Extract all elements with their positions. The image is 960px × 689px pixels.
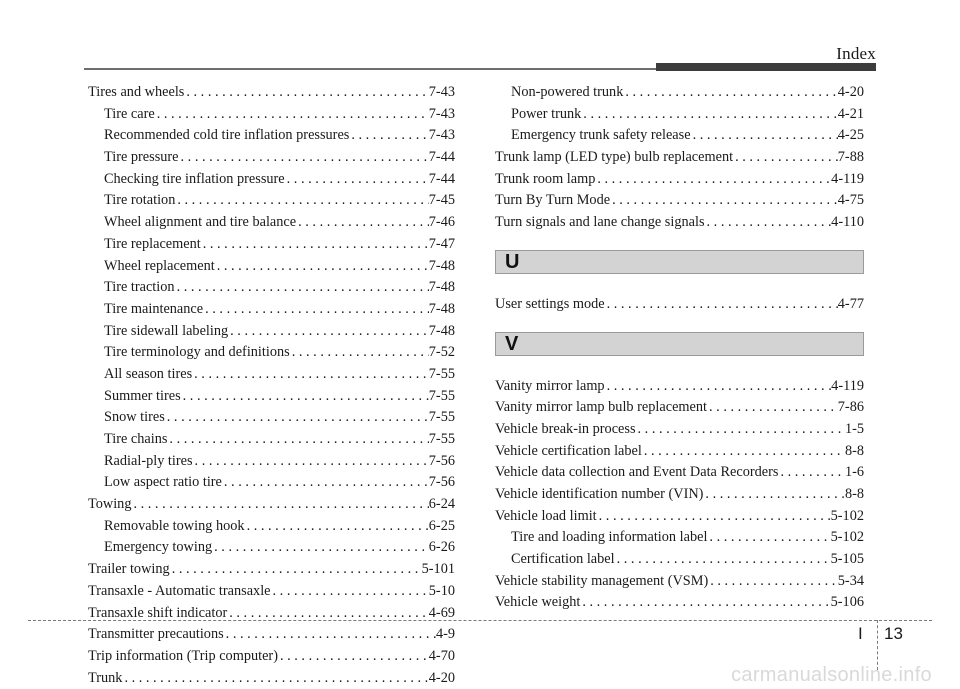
page-ref: 4-119 [831,377,864,394]
page-ref: 7-48 [428,257,455,274]
entry-text: Tire terminology and definitions [104,344,290,361]
page-ref: 5-101 [421,561,455,578]
page-ref: 8-8 [844,485,864,502]
entry-text: Trunk [88,669,123,686]
page-ref: 4-9 [435,626,455,643]
index-subentry [88,407,455,429]
index-subentry [88,104,455,126]
dot-leader [155,104,429,126]
dot-leader [733,147,838,169]
entry-text: Tire rotation [104,192,176,209]
header-accent-bar [656,63,876,71]
index-column-right [495,82,864,614]
page-ref: 8-8 [844,442,864,459]
dot-leader [222,472,429,494]
page-ref: 4-21 [837,105,864,122]
dot-leader [707,397,838,419]
dot-leader [349,125,428,147]
index-entry [495,294,864,316]
index-entry [495,397,864,419]
entry-text: Trailer towing [88,561,170,578]
page-ref: 7-55 [428,387,455,404]
entry-text: Tire maintenance [104,300,204,317]
index-group-t-continued [495,82,864,234]
footer-rule [28,620,932,621]
page-ref: 7-47 [428,235,455,252]
page-ref: 4-25 [837,127,864,144]
index-subentry [495,82,864,104]
page-ref: 6-26 [428,539,455,556]
entry-text: Vanity mirror lamp [495,377,605,394]
entry-text: Tire care [104,105,155,122]
entry-text: Tire traction [104,279,175,296]
page-ref: 7-43 [428,127,455,144]
index-subentry [88,147,455,169]
dot-leader [705,212,832,234]
dot-leader [228,321,429,343]
index-entry [88,624,455,646]
entry-text: Vehicle certification label [495,442,642,459]
index-subentry [88,169,455,191]
entry-text: Vehicle weight [495,594,581,611]
index-entry [88,82,455,104]
index-entry [495,506,864,528]
entry-text: Tire pressure [104,149,179,166]
dot-leader [175,277,429,299]
dot-leader [203,299,429,321]
index-entry [88,668,455,689]
dot-leader [703,484,845,506]
dot-leader [581,104,837,126]
index-subentry [495,527,864,549]
index-subentry [88,277,455,299]
page-ref: 7-55 [428,365,455,382]
watermark: carmanualsonline.info [731,664,932,686]
entry-text: Trunk lamp (LED type) bulb replacement [495,149,734,166]
entry-text: Tire replacement [104,235,201,252]
entry-text: Recommended cold tire inflation pressures [104,127,350,144]
index-group-v [495,376,864,615]
index-subentry [88,299,455,321]
page-ref: 4-69 [428,604,455,621]
header-title: Index [836,44,876,63]
entry-text: Low aspect ratio tire [104,474,222,491]
page-ref: 7-55 [428,431,455,447]
dot-leader [623,82,837,104]
index-subentry [88,537,455,559]
dot-leader [131,494,428,516]
entry-text: Tires and wheels [88,84,185,100]
index-subentry [88,234,455,256]
entry-text: Vehicle identification number (VIN) [495,485,704,502]
index-subentry [88,429,455,451]
entry-text: Vehicle break-in process [495,420,636,437]
entry-text: Tire and loading information label [511,529,708,546]
footer-section-label: I [858,624,863,643]
dot-leader [708,571,838,593]
index-subentry [88,516,455,538]
entry-text: Vehicle stability management (VSM) [495,572,709,589]
index-subentry [88,321,455,343]
page-ref: 7-44 [428,149,455,166]
dot-leader [193,451,429,473]
entry-text: Snow tires [104,409,165,426]
entry-text: Tire sidewall labeling [104,322,229,339]
entry-text: Wheel alignment and tire balance [104,214,297,231]
dot-leader [605,294,838,316]
entry-text: Removable towing hook [104,517,245,534]
page-ref: 7-55 [428,409,455,426]
index-entry [495,376,864,398]
page-ref: 7-88 [837,149,864,166]
dot-leader [175,190,428,212]
page-ref: 7-48 [428,279,455,296]
index-entry [88,494,455,516]
dot-leader [285,169,429,191]
index-entry [495,419,864,441]
page-number: 13 [884,624,903,643]
entry-text: Emergency towing [104,539,213,556]
dot-leader [707,527,830,549]
dot-leader [201,234,429,256]
page-ref: 7-86 [837,399,864,416]
page-ref: 4-119 [831,170,864,187]
index-entry [88,646,455,668]
dot-leader [597,506,831,528]
page-ref: 4-20 [837,84,864,100]
index-subentry [88,342,455,364]
page-ref: 1-6 [844,464,864,481]
dot-leader [245,516,429,538]
dot-leader [636,419,845,441]
dot-leader [580,592,830,614]
page-ref: 7-45 [428,192,455,209]
footer-divider [877,620,878,670]
section-letter: U [505,250,520,273]
index-entry [495,484,864,506]
entry-text: Non-powered trunk [511,84,624,100]
page-ref: 5-106 [830,594,864,611]
index-subentry [88,256,455,278]
index-subentry [88,472,455,494]
page-ref: 7-56 [428,474,455,491]
index-column-left [88,82,455,689]
dot-leader [778,462,845,484]
dot-leader [296,212,429,234]
index-subentry [88,364,455,386]
index-entry [495,462,864,484]
dot-leader [167,429,428,451]
index-entry [88,559,455,581]
entry-text: Checking tire inflation pressure [104,170,285,187]
entry-text: Emergency trunk safety release [511,127,691,144]
dot-leader [595,169,831,191]
index-entry [495,212,864,234]
page-ref: 7-48 [428,322,455,339]
index-entry [495,190,864,212]
dot-leader [212,537,429,559]
entry-text: Vehicle load limit [495,507,597,524]
index-subentry [88,451,455,473]
entry-text: Power trunk [511,105,582,122]
dot-leader [642,441,845,463]
section-header-v [495,332,864,356]
page-ref: 6-25 [428,517,455,534]
entry-text: Turn By Turn Mode [495,192,611,209]
page-ref: 4-75 [837,192,864,209]
dot-leader [224,624,436,646]
dot-leader [122,668,428,689]
page-ref: 5-102 [830,507,864,524]
entry-text: Wheel replacement [104,257,215,274]
index-subentry [88,212,455,234]
index-subentry [88,386,455,408]
index-subentry [495,104,864,126]
page-ref: 4-110 [831,214,864,231]
page-ref: 4-70 [428,647,455,664]
index-entry [495,441,864,463]
index-subentry [88,190,455,212]
page-ref: 6-24 [428,496,455,513]
dot-leader [179,147,429,169]
section-letter: V [505,332,519,355]
dot-leader [192,364,429,386]
dot-leader [691,125,838,147]
dot-leader [165,407,429,429]
entry-text: Vanity mirror lamp bulb replacement [495,399,708,416]
entry-text: Transmitter precautions [88,626,224,643]
page-ref: 7-56 [428,452,455,469]
entry-text: Turn signals and lane change signals [495,214,705,231]
dot-leader [184,82,428,104]
entry-text: User settings mode [495,295,605,312]
dot-leader [278,646,429,668]
page-ref: 7-44 [428,170,455,187]
index-group-u [495,294,864,316]
page-ref: 7-48 [428,300,455,317]
page-ref: 5-10 [428,582,455,599]
index-entry [88,581,455,603]
entry-text: Radial-ply tires [104,452,193,469]
page-ref: 5-34 [837,572,864,589]
section-header-u [495,250,864,274]
dot-leader [271,581,429,603]
entry-text: All season tires [104,365,193,382]
page-ref: 5-105 [830,551,864,567]
entry-text: Transaxle shift indicator [88,604,228,621]
dot-leader [610,190,838,212]
index-subentry [495,125,864,147]
index-entry [495,169,864,191]
page-ref: 7-46 [428,214,455,231]
page-ref: 7-43 [428,105,455,122]
entry-text: Trunk room lamp [495,170,596,187]
index-subentry [495,549,864,571]
dot-leader [181,386,429,408]
dot-leader [215,256,429,278]
entry-text: Summer tires [104,387,181,404]
index-subentry [88,125,455,147]
dot-leader [170,559,422,581]
dot-leader [615,549,831,571]
entry-text: Towing [88,496,132,513]
dot-leader [605,376,832,398]
index-entry [495,147,864,169]
index-entry [495,571,864,593]
entry-text: Certification label [511,551,615,567]
page-ref: 5-102 [830,529,864,546]
page-ref: 7-52 [428,344,455,361]
entry-text: Trip information (Trip computer) [88,647,278,664]
dot-leader [290,342,429,364]
page-ref: 4-20 [428,669,455,686]
entry-text: Vehicle data collection and Event Data Recorders [495,464,779,481]
page-ref: 4-77 [837,295,864,312]
entry-text: Transaxle - Automatic transaxle [88,582,271,599]
entry-text: Tire chains [104,431,168,447]
page-ref: 7-43 [428,84,455,100]
index-entry [495,592,864,614]
page-ref: 1-5 [844,420,864,437]
